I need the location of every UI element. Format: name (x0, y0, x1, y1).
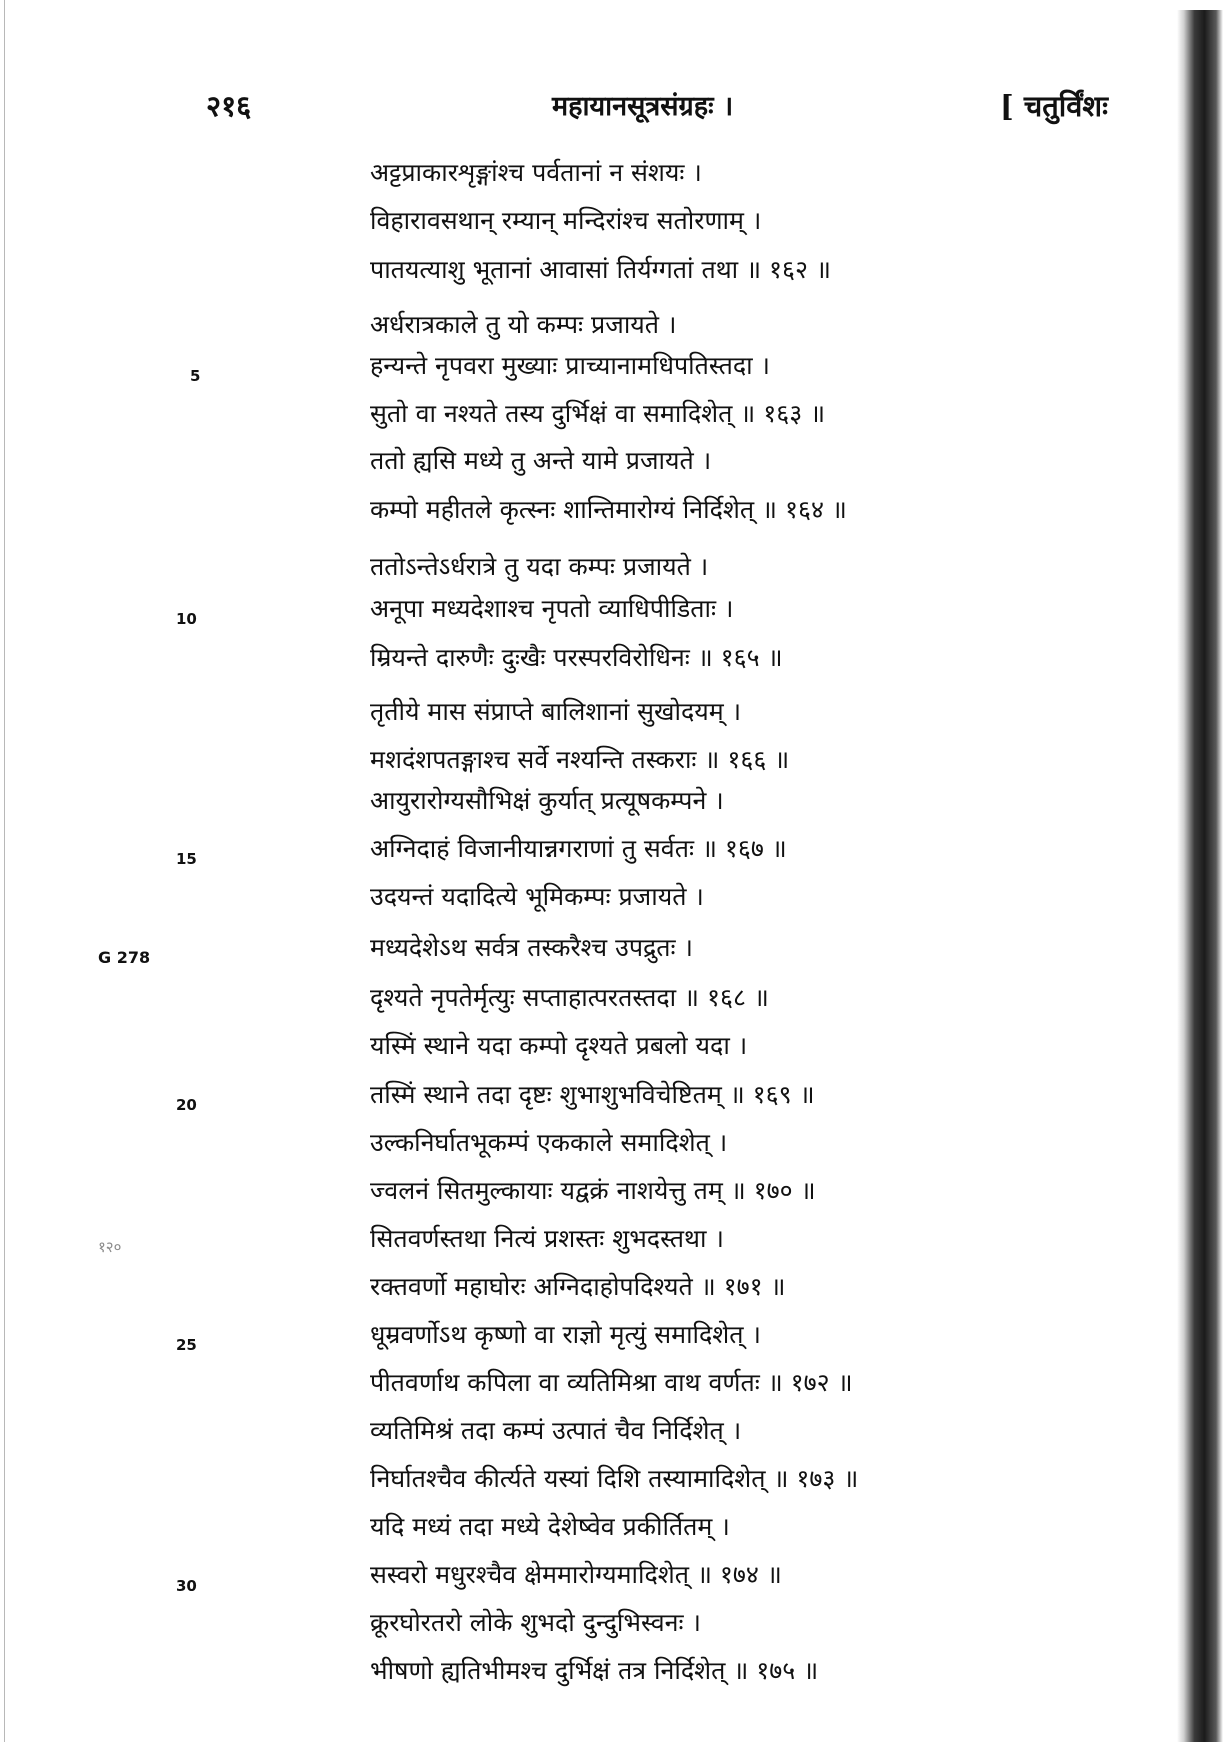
running-title: महायानसूत्रसंग्रहः । (552, 91, 734, 122)
verse-line: आयुरारोग्यसौभिक्षं कुर्यात् प्रत्यूषकम्पने । (370, 786, 724, 815)
verse-line: क्रूरघोरतरो लोके शुभदो दुन्दुभिस्वनः । (370, 1608, 701, 1637)
verse-line: उल्कनिर्घातभूकम्पं एककाले समादिशेत् । (370, 1128, 728, 1157)
margin-line-number: 25 (176, 1336, 197, 1354)
verse-line: अनूपा मध्यदेशाश्च नृपतो व्याधिपीडिताः । (370, 594, 734, 623)
verse-line: यस्मिं स्थाने यदा कम्पो दृश्यते प्रबलो यदा । (370, 1031, 748, 1060)
verse-line: ततो ह्यसि मध्ये तु अन्ते यामे प्रजायते । (370, 446, 712, 475)
margin-source-ref: G 278 (98, 948, 151, 967)
verse-line: व्यतिमिश्रं तदा कम्पं उत्पातं चैव निर्दिशेत् । (370, 1416, 742, 1445)
page-left-edge (4, 0, 5, 1742)
verse-line: यदि मध्यं तदा मध्ये देशेष्वेव प्रकीर्तितम् । (370, 1512, 730, 1541)
verse-line: पीतवर्णाथ कपिला वा व्यतिमिश्रा वाथ वर्णतः ॥ १७२ ॥ (370, 1368, 853, 1397)
margin-line-number: 10 (176, 610, 197, 628)
verse-line: तृतीये मास संप्राप्ते बालिशानां सुखोदयम् । (370, 697, 742, 726)
verse-line: रक्तवर्णो महाघोरः अग्निदाहोपदिश्यते ॥ १७१ ॥ (370, 1272, 786, 1301)
verse-line: धूम्रवर्णोऽथ कृष्णो वा राज्ञो मृत्युं समादिशेत् । (370, 1320, 761, 1349)
verse-line: कम्पो महीतले कृत्स्नः शान्तिमारोग्यं निर्दिशेत् ॥ १६४ ॥ (370, 495, 847, 524)
verse-line: ततोऽन्तेऽर्धरात्रे तु यदा कम्पः प्रजायते । (370, 552, 709, 581)
verse-line: अर्धरात्रकाले तु यो कम्पः प्रजायते । (370, 310, 677, 339)
book-binding-shadow (1177, 10, 1223, 1742)
verse-line: हन्यन्ते नृपवरा मुख्याः प्राच्यानामधिपतिस्तदा । (370, 351, 771, 380)
verse-line: मशदंशपतङ्गाश्च सर्वे नश्यन्ति तस्कराः ॥ १६६ ॥ (370, 745, 790, 774)
verse-line: ज्वलनं सितमुल्कायाः यद्वक्रं नाशयेत्तु तम् ॥ १७० ॥ (370, 1176, 816, 1205)
verse-line: विहारावसथान् रम्यान् मन्दिरांश्च सतोरणाम् । (370, 206, 762, 235)
verse-line: सितवर्णस्तथा नित्यं प्रशस्तः शुभदस्तथा । (370, 1224, 724, 1253)
verse-line: पातयत्याशु भूतानां आवासां तिर्यग्गतां तथा ॥ १६२ ॥ (370, 255, 831, 284)
verse-line: उदयन्तं यदादित्ये भूमिकम्पः प्रजायते । (370, 882, 704, 911)
verse-line: म्रियन्ते दारुणैः दुःखैः परस्परविरोधिनः ॥ १६५ ॥ (370, 643, 783, 672)
verse-line: सुतो वा नश्यते तस्य दुर्भिक्षं वा समादिशेत् ॥ १६३ ॥ (370, 399, 826, 428)
margin-line-number: 20 (176, 1096, 197, 1114)
verse-line: मध्यदेशेऽथ सर्वत्र तस्करैश्च उपद्रुतः । (370, 933, 694, 962)
margin-line-number: 15 (176, 850, 197, 868)
page-number: २१६ (206, 89, 252, 123)
verse-line: निर्घातश्चैव कीर्त्यते यस्यां दिशि तस्यामादिशेत् ॥ १७३ ॥ (370, 1464, 859, 1493)
verse-line: तस्मिं स्थाने तदा दृष्टः शुभाशुभविचेष्टितम् ॥ १६९ ॥ (370, 1080, 815, 1109)
margin-faded-reference: १२० (98, 1238, 122, 1256)
margin-line-number: 30 (176, 1577, 197, 1595)
margin-line-number: 5 (190, 367, 201, 385)
verse-line: अट्टप्राकारशृङ्गांश्च पर्वतानां न संशयः । (370, 158, 702, 187)
chapter-tag: [ चतुर्विंशः (1000, 89, 1108, 123)
verse-line: दृश्यते नृपतेर्मृत्युः सप्ताहात्परतस्तदा ॥ १६८ ॥ (370, 983, 769, 1012)
verse-line: भीषणो ह्यतिभीमश्च दुर्भिक्षं तत्र निर्दिशेत् ॥ १७५ ॥ (370, 1656, 819, 1685)
verse-line: अग्निदाहं विजानीयान्नगराणां तु सर्वतः ॥ १६७ ॥ (370, 834, 787, 863)
verse-line: सस्वरो मधुरश्चैव क्षेममारोग्यमादिशेत् ॥ १७४ ॥ (370, 1560, 782, 1589)
